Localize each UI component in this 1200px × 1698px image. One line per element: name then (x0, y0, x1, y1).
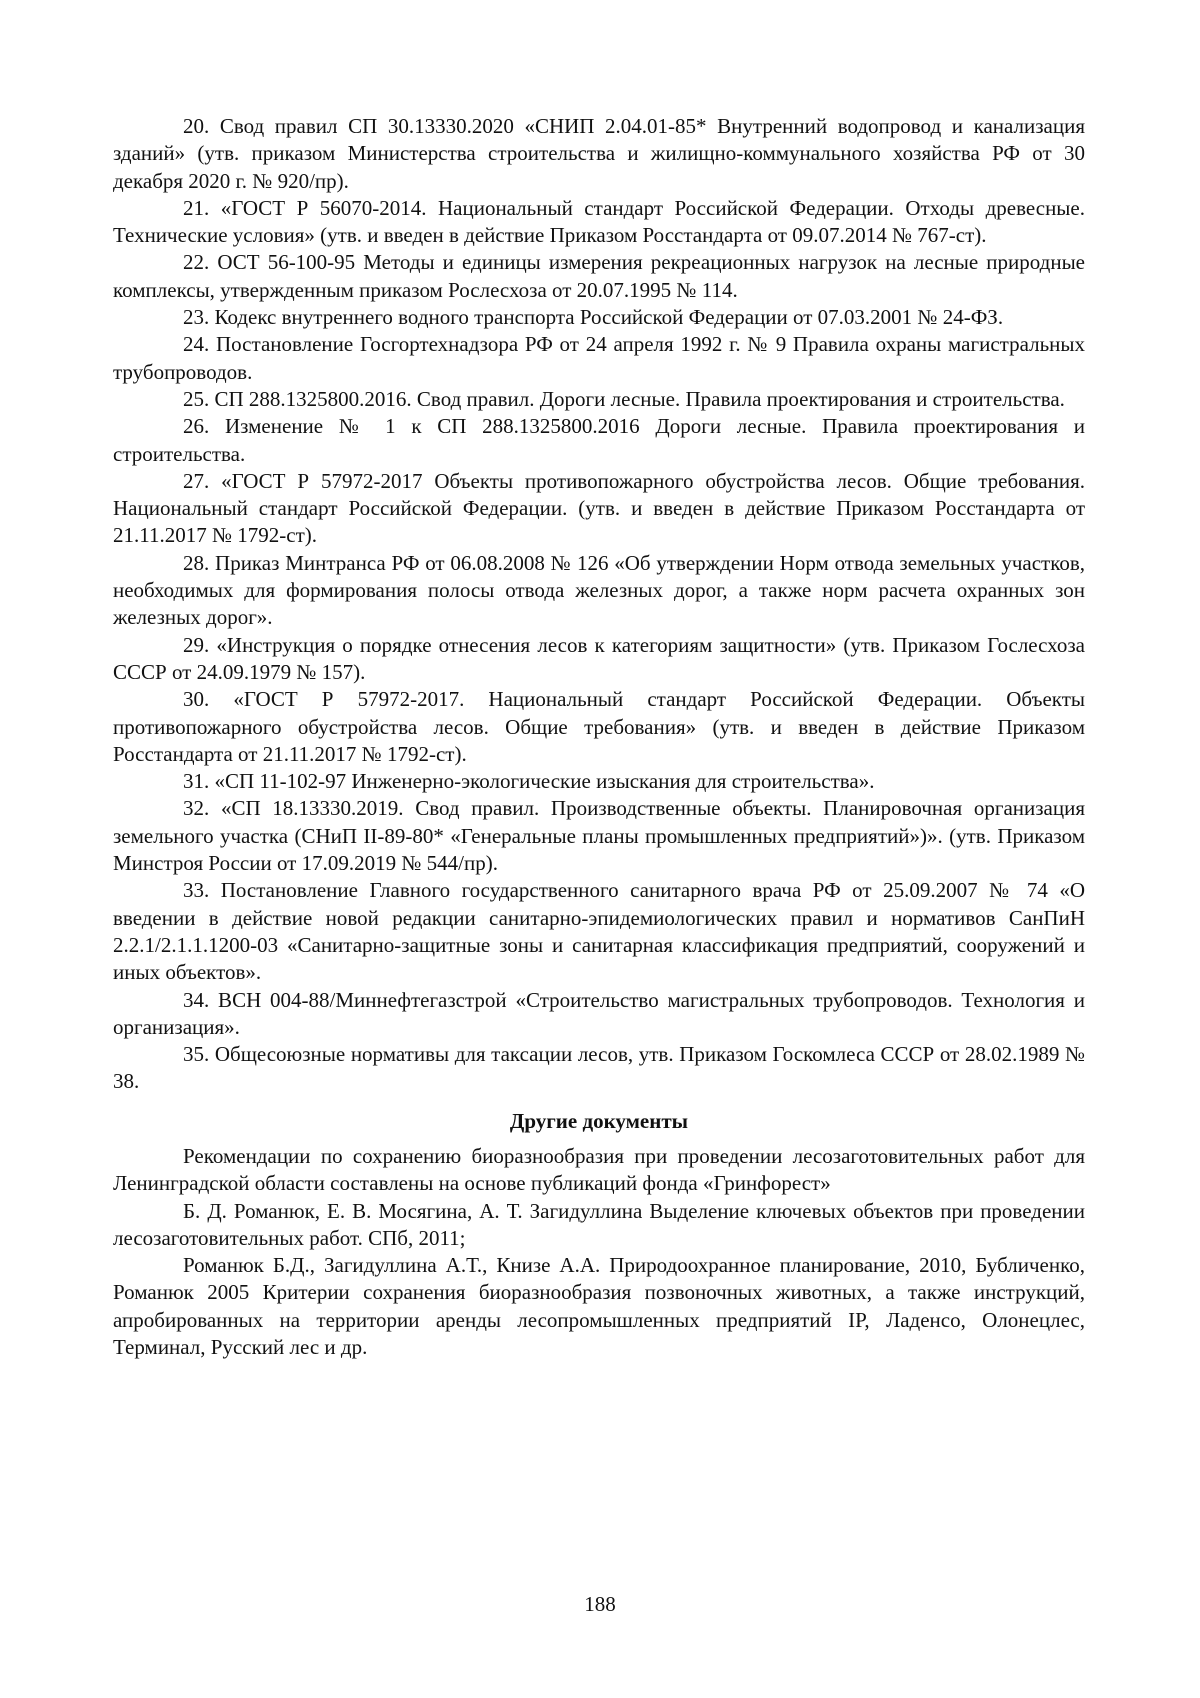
reference-item: 30. «ГОСТ Р 57972-2017. Национальный стандарт Российской Федерации. Объекты противопожарного обустройства лесов. Общие требования» (утв. и введен в действие Приказом Росстандарта от 21.11.2017 № 1792-ст). (113, 687, 1085, 766)
reference-item: 28. Приказ Минтранса РФ от 06.08.2008 № 126 «Об утверждении Норм отвода земельных участков, необходимых для формирования полосы отвода железных дорог, а также норм расчета охранных зон железных дорог». (113, 550, 1085, 630)
other-document-paragraph: Б. Д. Романюк, Е. В. Мосягина, А. Т. Загидуллина Выделение ключевых объектов при проведении лесозаготовительных работ. СПб, 2011; (113, 1198, 1085, 1250)
reference-item: 23. Кодекс внутреннего водного транспорта Российской Федерации от 07.03.2001 № 24-ФЗ. (183, 305, 1004, 330)
other-documents-heading: Другие документы (509, 1108, 689, 1133)
reference-item: 33. Постановление Главного государственного санитарного врача РФ от 25.09.2007 № 74 «О введении в действие новой редакции санитарно-эпидемиологических правил и нормативов СанПиН 2.2.1/2.1.1.1200-03 «Санитарно-защитные зоны и санитарная классификация предприятий, сооружений и иных объектов». (113, 878, 1085, 985)
reference-item: 24. Постановление Госгортехнадзора РФ от 24 апреля 1992 г. № 9 Правила охраны магистральных трубопроводов. (113, 332, 1085, 384)
reference-item: 21. «ГОСТ Р 56070-2014. Национальный стандарт Российской Федерации. Отходы древесные. Технические условия» (утв. и введен в действие Приказом Росстандарта от 09.07.2014 № 767-ст). (113, 195, 1085, 248)
reference-item: 32. «СП 18.13330.2019. Свод правил. Производственные объекты. Планировочная организация земельного участка (СНиП II-89-80* «Генеральные планы промышленных предприятий»)». (утв. Приказом Минстроя России от 17.09.2019 № 544/пр). (113, 796, 1085, 876)
reference-item: 31. «СП 11-102-97 Инженерно-экологические изыскания для строительства». (183, 769, 875, 794)
other-document-paragraph: Рекомендации по сохранению биоразнообразия при проведении лесозаготовительных работ для Ленинградской области составлены на основе публикаций фонда «Гринфорест» (113, 1143, 1085, 1196)
reference-item: 20. Свод правил СП 30.13330.2020 «СНИП 2.04.01-85* Внутренний водопровод и канализация зданий» (утв. приказом Министерства строительства и жилищно-коммунального хозяйства РФ от 30 декабря 2020 г. № 920/пр). (113, 114, 1085, 193)
reference-item: 29. «Инструкция о порядке отнесения лесов к категориям защитности» (утв. Приказом Гослесхоза СССР от 24.09.1979 № 157). (113, 632, 1085, 684)
reference-item: 26. Изменение № 1 к СП 288.1325800.2016 Дороги лесные. Правила проектирования и строительства. (113, 414, 1085, 466)
reference-item: 25. СП 288.1325800.2016. Свод правил. Дороги лесные. Правила проектирования и строительства. (183, 386, 1065, 411)
reference-item: 22. ОСТ 56-100-95 Методы и единицы измерения рекреационных нагрузок на лесные природные комплексы, утвержденным приказом Рослесхоза от 20.07.1995 № 114. (113, 250, 1085, 302)
reference-item: 35. Общесоюзные нормативы для таксации лесов, утв. Приказом Госкомлеса СССР от 28.02.1989 № 38. (113, 1042, 1085, 1094)
page-number: 188 (584, 1592, 616, 1616)
reference-item: 27. «ГОСТ Р 57972-2017 Объекты противопожарного обустройства лесов. Общие требования. Национальный стандарт Российской Федерации. (утв. и введен в действие Приказом Росстандарта от 21.11.2017 № 1792-ст). (113, 468, 1085, 548)
other-document-paragraph: Романюк Б.Д., Загидуллина А.Т., Книзе А.А. Природоохранное планирование, 2010, Бубличенко, Романюк 2005 Критерии сохранения биоразнообразия позвоночных животных, а также инструкций, апробированных на территории аренды лесопромышленных предприятий IP, Ладенсо, Олонецлес, Терминал, Русский лес и др. (113, 1253, 1085, 1360)
reference-item: 34. ВСН 004-88/Миннефтегазстрой «Строительство магистральных трубопроводов. Технология и организация». (113, 987, 1085, 1039)
page-content (113, 113, 1085, 1361)
